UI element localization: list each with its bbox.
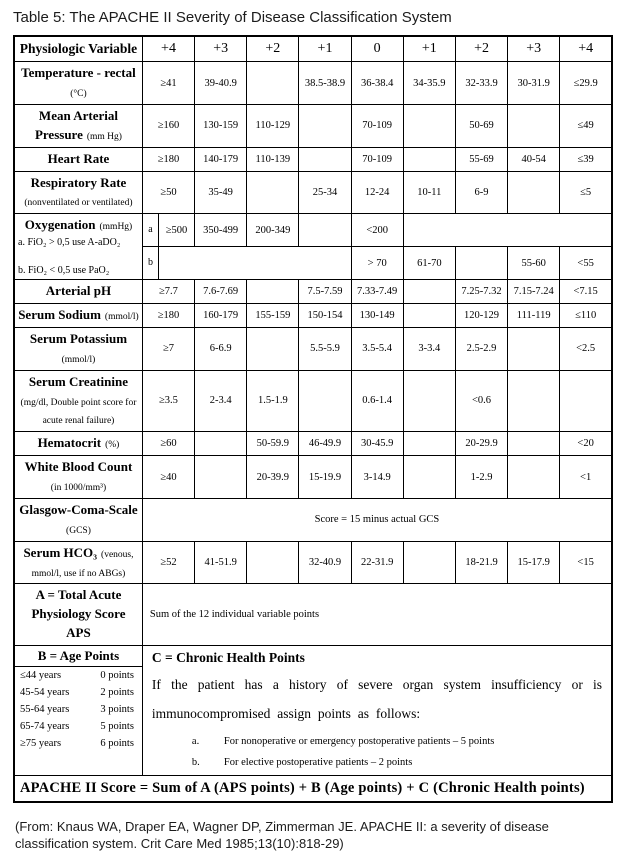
table-row [14, 584, 612, 646]
score-cell: 22-31.9 [351, 541, 403, 584]
score-cell [403, 280, 455, 304]
age-points-list [15, 667, 142, 752]
score-cell: 1-2.9 [455, 456, 507, 499]
score-cell [299, 370, 351, 432]
score-cell: 5.5-5.9 [299, 327, 351, 370]
score-cell: 2.5-2.9 [455, 327, 507, 370]
variable-name: White Blood Count [24, 459, 133, 475]
score-cell: 1.5-1.9 [247, 370, 299, 432]
variable-header: Physiologic Variable [14, 36, 142, 62]
score-cell: ≥60 [142, 432, 194, 456]
chronic-health-title: C = Chronic Health Points [151, 650, 305, 666]
variable-unit: (°C) [70, 89, 87, 100]
age-points-title: B = Age Points [15, 646, 142, 667]
score-cell: ≥500 [158, 214, 194, 247]
header-row [14, 36, 612, 62]
variable-note: b. FiO₂ < 0,5 use PaO₂ [18, 265, 110, 277]
score-cell [403, 104, 455, 147]
variable-label [14, 327, 142, 370]
variable-label [14, 498, 142, 541]
variable-name: Temperature - rectal [21, 65, 136, 81]
score-cell: 20-39.9 [247, 456, 299, 499]
age-row [15, 684, 142, 701]
variable-name: Hematocrit [37, 435, 102, 451]
score-cell: ≤29.9 [560, 62, 612, 105]
table-row [14, 432, 612, 456]
sub-row-tag: b [142, 247, 158, 280]
score-cell: ≥7.7 [142, 280, 194, 304]
score-cell: 12-24 [351, 171, 403, 214]
score-cell: 35-49 [195, 171, 247, 214]
score-cell: 120-129 [455, 304, 507, 328]
score-cell: <15 [560, 541, 612, 584]
score-cell: 350-499 [195, 214, 247, 247]
score-cell: 32-33.9 [455, 62, 507, 105]
table-row [14, 147, 612, 171]
score-cell: 110-139 [247, 147, 299, 171]
apache-table [13, 35, 613, 803]
variable-name: Glasgow-Coma-Scale [19, 501, 138, 517]
score-cell: 6-6.9 [195, 327, 247, 370]
score-cell: 7.15-7.24 [508, 280, 560, 304]
variable-label [14, 370, 142, 432]
score-cell: 39-40.9 [195, 62, 247, 105]
score-cell: ≥3.5 [142, 370, 194, 432]
score-cell: ≤39 [560, 147, 612, 171]
table-row [14, 541, 612, 584]
variable-unit: (in 1000/mm³) [50, 483, 107, 494]
variable-label [14, 104, 142, 147]
age-row [15, 735, 142, 752]
variable-unit: (%) [105, 440, 120, 451]
score-cell: 3-3.4 [403, 327, 455, 370]
variable-unit: (mmol/l) [104, 312, 139, 323]
variable-label [14, 304, 142, 328]
score-header: 0 [351, 36, 403, 62]
score-cell: 30-45.9 [351, 432, 403, 456]
score-cell: 6-9 [455, 171, 507, 214]
score-cell [403, 541, 455, 584]
score-header: +2 [455, 36, 507, 62]
page-title: Table 5: The APACHE II Severity of Disease Classification System [13, 9, 452, 26]
score-cell: 111-119 [508, 304, 560, 328]
variable-name: Serum Creatinine [28, 373, 128, 389]
score-cell: 50-69 [455, 104, 507, 147]
age-range: ≥75 years [20, 738, 62, 750]
score-cell [299, 147, 351, 171]
score-cell: 15-17.9 [508, 541, 560, 584]
score-cell [247, 327, 299, 370]
score-cell [158, 247, 351, 280]
score-cell: 3.5-5.4 [351, 327, 403, 370]
age-points: 2 points [100, 687, 134, 699]
score-cell [247, 62, 299, 105]
score-cell: <1 [560, 456, 612, 499]
score-cell: ≥41 [142, 62, 194, 105]
score-cell: 0.6-1.4 [351, 370, 403, 432]
physio-tbody [14, 62, 612, 646]
variable-label [14, 584, 142, 646]
variable-name: Oxygenation [24, 217, 96, 233]
score-cell [403, 147, 455, 171]
score-cell: > 70 [351, 247, 403, 280]
score-cell: 30-31.9 [508, 62, 560, 105]
age-range: 55-64 years [20, 704, 70, 716]
score-cell: Score = 15 minus actual GCS [142, 498, 612, 541]
variable-label [14, 280, 142, 304]
score-header: +1 [403, 36, 455, 62]
age-points: 6 points [100, 738, 134, 750]
item-marker: b. [191, 756, 200, 768]
score-header: +4 [142, 36, 194, 62]
score-cell: 15-19.9 [299, 456, 351, 499]
summary-tbody [14, 646, 612, 803]
score-cell: 7.5-7.59 [299, 280, 351, 304]
score-cell: 70-109 [351, 104, 403, 147]
score-cell: ≤110 [560, 304, 612, 328]
table-row [14, 214, 612, 247]
variable-label [14, 147, 142, 171]
chronic-health-cell [142, 646, 612, 776]
score-cell: 2-3.4 [195, 370, 247, 432]
variable-name: Heart Rate [47, 150, 110, 166]
score-cell: Sum of the 12 individual variable points [142, 584, 612, 646]
table-row [14, 62, 612, 105]
score-cell: ≥160 [142, 104, 194, 147]
score-cell: 70-109 [351, 147, 403, 171]
age-points: 3 points [100, 704, 134, 716]
score-cell: 34-35.9 [403, 62, 455, 105]
age-points: 0 points [100, 670, 134, 682]
score-cell [560, 370, 612, 432]
score-cell: ≤49 [560, 104, 612, 147]
table-row [14, 498, 612, 541]
table-row [14, 171, 612, 214]
score-header: +3 [195, 36, 247, 62]
sub-row-tag: a [142, 214, 158, 247]
score-cell [508, 104, 560, 147]
score-cell: 7.25-7.32 [455, 280, 507, 304]
score-cell: 36-38.4 [351, 62, 403, 105]
table-row [14, 304, 612, 328]
score-header: +2 [247, 36, 299, 62]
score-cell: 7.6-7.69 [195, 280, 247, 304]
table-row [14, 327, 612, 370]
score-cell: 55-60 [508, 247, 560, 280]
score-cell: 200-349 [247, 214, 299, 247]
score-cell: 130-149 [351, 304, 403, 328]
score-cell [195, 432, 247, 456]
variable-label [14, 171, 142, 214]
variable-unit: (mmol/l) [61, 354, 96, 365]
age-points: 5 points [100, 721, 134, 733]
score-cell: ≥180 [142, 147, 194, 171]
chronic-health-item [192, 756, 602, 770]
item-text: For nonoperative or emergency postoperative patients – 5 points [223, 736, 495, 748]
score-cell: ≥52 [142, 541, 194, 584]
score-cell: 55-69 [455, 147, 507, 171]
score-cell: <55 [560, 247, 612, 280]
score-header: +1 [299, 36, 351, 62]
score-cell: 130-159 [195, 104, 247, 147]
score-header: +4 [560, 36, 612, 62]
score-cell: ≥7 [142, 327, 194, 370]
table-row [14, 104, 612, 147]
score-cell [403, 304, 455, 328]
score-cell [247, 171, 299, 214]
variable-label [14, 541, 142, 584]
score-cell [299, 214, 351, 247]
item-marker: a. [191, 736, 200, 748]
chronic-health-item [192, 735, 602, 749]
score-cell: ≥50 [142, 171, 194, 214]
chronic-health-list [152, 735, 602, 769]
variable-unit: (venous, mmol/l, use if no ABGs) [31, 549, 134, 579]
item-text: For elective postoperative patients – 2 points [223, 756, 413, 768]
score-cell: 32-40.9 [299, 541, 351, 584]
variable-name: A = Total Acute Physiology Score APS [31, 587, 126, 641]
score-cell: 40-54 [508, 147, 560, 171]
chronic-health-paragraph: If the patient has a history of severe organ system insufficiency or is immunocompromised assign points as follows: [151, 677, 602, 722]
variable-label [14, 214, 142, 280]
table-row [14, 280, 612, 304]
table-head [14, 36, 612, 62]
variable-name: Mean Arterial Pressure [34, 107, 118, 142]
variable-label [14, 62, 142, 105]
score-cell [195, 456, 247, 499]
bc-row [14, 646, 612, 776]
score-cell [455, 247, 507, 280]
score-cell [508, 171, 560, 214]
variable-label [14, 432, 142, 456]
score-cell [403, 214, 612, 247]
score-cell: 110-129 [247, 104, 299, 147]
score-cell: 160-179 [195, 304, 247, 328]
table-row [14, 456, 612, 499]
score-cell: 3-14.9 [351, 456, 403, 499]
table-row [14, 370, 612, 432]
score-cell: ≥180 [142, 304, 194, 328]
score-cell [508, 432, 560, 456]
variable-unit: (mg/dl, Double point score for acute renal failure) [20, 397, 137, 427]
score-cell: <7.15 [560, 280, 612, 304]
score-cell: 38.5-38.9 [299, 62, 351, 105]
age-range: 65-74 years [20, 721, 70, 733]
variable-name: Serum Potassium [29, 330, 128, 346]
score-cell [299, 104, 351, 147]
score-cell: 140-179 [195, 147, 247, 171]
score-cell: 20-29.9 [455, 432, 507, 456]
variable-unit: (mm Hg) [86, 131, 122, 142]
score-cell: 50-59.9 [247, 432, 299, 456]
age-range: ≤44 years [20, 670, 62, 682]
score-cell: 41-51.9 [195, 541, 247, 584]
score-cell: 7.33-7.49 [351, 280, 403, 304]
score-cell [403, 432, 455, 456]
variable-unit: (nonventilated or ventilated) [24, 198, 133, 209]
score-cell: <200 [351, 214, 403, 247]
score-cell [247, 541, 299, 584]
age-row [15, 667, 142, 684]
source-citation: (From: Knaus WA, Draper EA, Wagner DP, Zimmerman JE. APACHE II: a severity of disease classification system. Crit Care Med 1985;13(10):818-29) [15, 819, 549, 852]
age-range: 45-54 years [20, 687, 70, 699]
score-cell [508, 456, 560, 499]
variable-name: Arterial pH [45, 283, 112, 299]
variable-unit: (mmHg) [99, 222, 133, 233]
score-cell: 46-49.9 [299, 432, 351, 456]
variable-label [14, 456, 142, 499]
age-row [15, 718, 142, 735]
score-cell: 10-11 [403, 171, 455, 214]
variable-note [18, 250, 139, 263]
variable-note: a. FiO₂ > 0,5 use A-aDO₂ [18, 237, 121, 249]
score-cell: <20 [560, 432, 612, 456]
score-cell [247, 280, 299, 304]
score-cell [508, 370, 560, 432]
score-cell: 150-154 [299, 304, 351, 328]
score-cell: ≤5 [560, 171, 612, 214]
score-cell: ≥40 [142, 456, 194, 499]
age-row [15, 701, 142, 718]
score-header: +3 [508, 36, 560, 62]
score-cell: <2.5 [560, 327, 612, 370]
apache-score-row [14, 776, 612, 803]
variable-name: Serum HCO₃ [23, 544, 98, 560]
score-cell: 25-34 [299, 171, 351, 214]
variable-name: Serum Sodium [18, 307, 101, 323]
age-points-cell [14, 646, 142, 776]
score-cell: 61-70 [403, 247, 455, 280]
score-cell [508, 327, 560, 370]
score-cell: 155-159 [247, 304, 299, 328]
score-cell: 18-21.9 [455, 541, 507, 584]
variable-unit: (GCS) [66, 525, 91, 536]
score-cell: <0.6 [455, 370, 507, 432]
apache-score-text: APACHE II Score = Sum of A (APS points) + B (Age points) + C (Chronic Health points) [14, 776, 612, 803]
score-cell [403, 370, 455, 432]
score-cell [403, 456, 455, 499]
variable-name: Respiratory Rate [30, 174, 127, 190]
